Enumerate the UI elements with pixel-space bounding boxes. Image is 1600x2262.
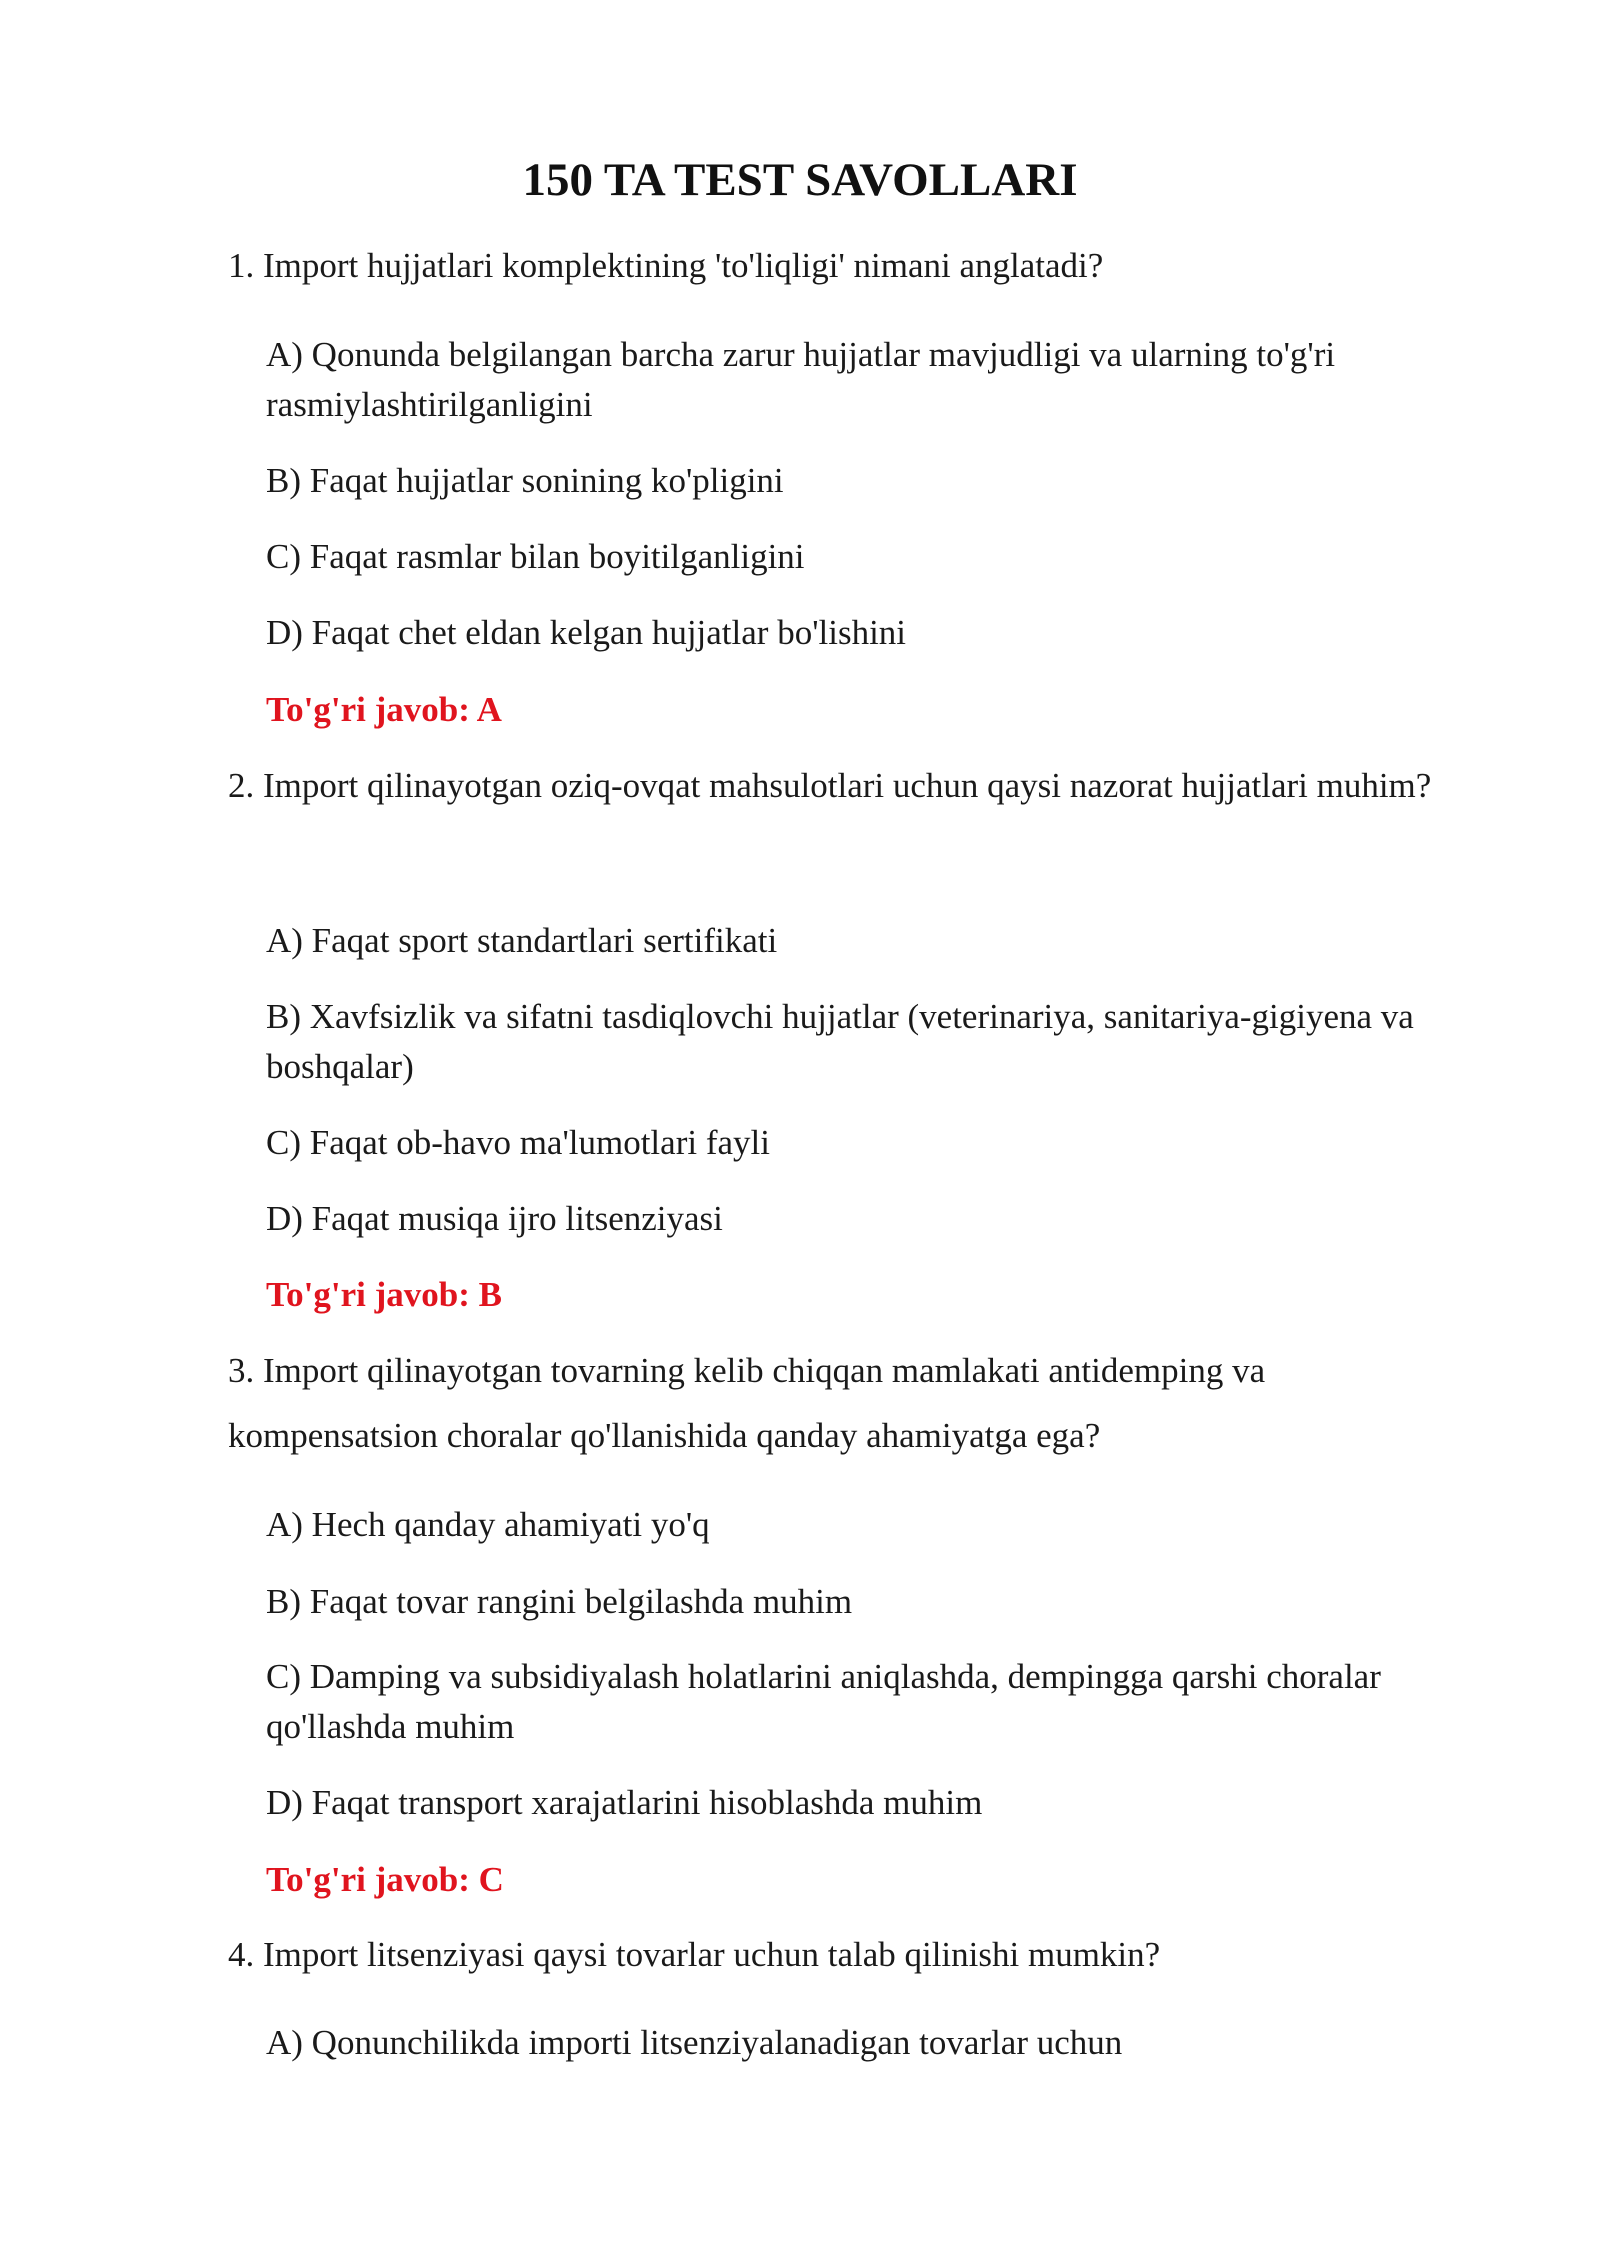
question-2-answer: To'g'ri javob: B (266, 1275, 502, 1314)
question-3-option-a: A) Hech qanday ahamiyati yo'q (266, 1505, 710, 1544)
question-3-option-d: D) Faqat transport xarajatlarini hisoblashda muhim (266, 1783, 983, 1822)
question-1-option-a: A) Qonunda belgilangan barcha zarur hujjatlar mavjudligi va ularning to'g'ri rasmiylashtirilganligini (266, 335, 1336, 424)
document-title: 150 TA TEST SAVOLLARI (522, 154, 1078, 206)
question-4-text: 4. Import litsenziyasi qaysi tovarlar uchun talab qilinishi mumkin? (228, 1935, 1161, 1974)
question-1-text: 1. Import hujjatlari komplektining 'to'liqligi' nimani anglatadi? (228, 246, 1104, 285)
question-1-option-d: D) Faqat chet eldan kelgan hujjatlar bo'lishini (266, 613, 907, 652)
question-3-option-b: B) Faqat tovar rangini belgilashda muhim (266, 1582, 853, 1621)
question-2-option-d: D) Faqat musiqa ijro litsenziyasi (266, 1199, 723, 1238)
question-2-text: 2. Import qilinayotgan oziq-ovqat mahsulotlari uchun qaysi nazorat hujjatlari muhim? (228, 766, 1432, 805)
question-1-answer: To'g'ri javob: A (266, 690, 502, 729)
question-2-option-a: A) Faqat sport standartlari sertifikati (266, 921, 778, 960)
question-3-option-c: C) Damping va subsidiyalash holatlarini aniqlashda, dempingga qarshi choralar qo'llashda muhim (266, 1657, 1381, 1746)
question-4-option-a: A) Qonunchilikda importi litsenziyalanadigan tovarlar uchun (266, 2023, 1123, 2062)
question-3-text: 3. Import qilinayotgan tovarning kelib chiqqan mamlakati antidemping va kompensatsion choralar qo'llanishida qanday ahamiyatga ega? (228, 1351, 1266, 1455)
question-1-option-b: B) Faqat hujjatlar sonining ko'pligini (266, 461, 784, 500)
question-3-answer: To'g'ri javob: C (266, 1860, 504, 1899)
question-2-option-b: B) Xavfsizlik va sifatni tasdiqlovchi hujjatlar (veterinariya, sanitariya-gigiyena va boshqalar) (266, 997, 1414, 1086)
question-2-option-c: C) Faqat ob-havo ma'lumotlari fayli (266, 1123, 770, 1162)
question-1-option-c: C) Faqat rasmlar bilan boyitilganligini (266, 537, 805, 576)
